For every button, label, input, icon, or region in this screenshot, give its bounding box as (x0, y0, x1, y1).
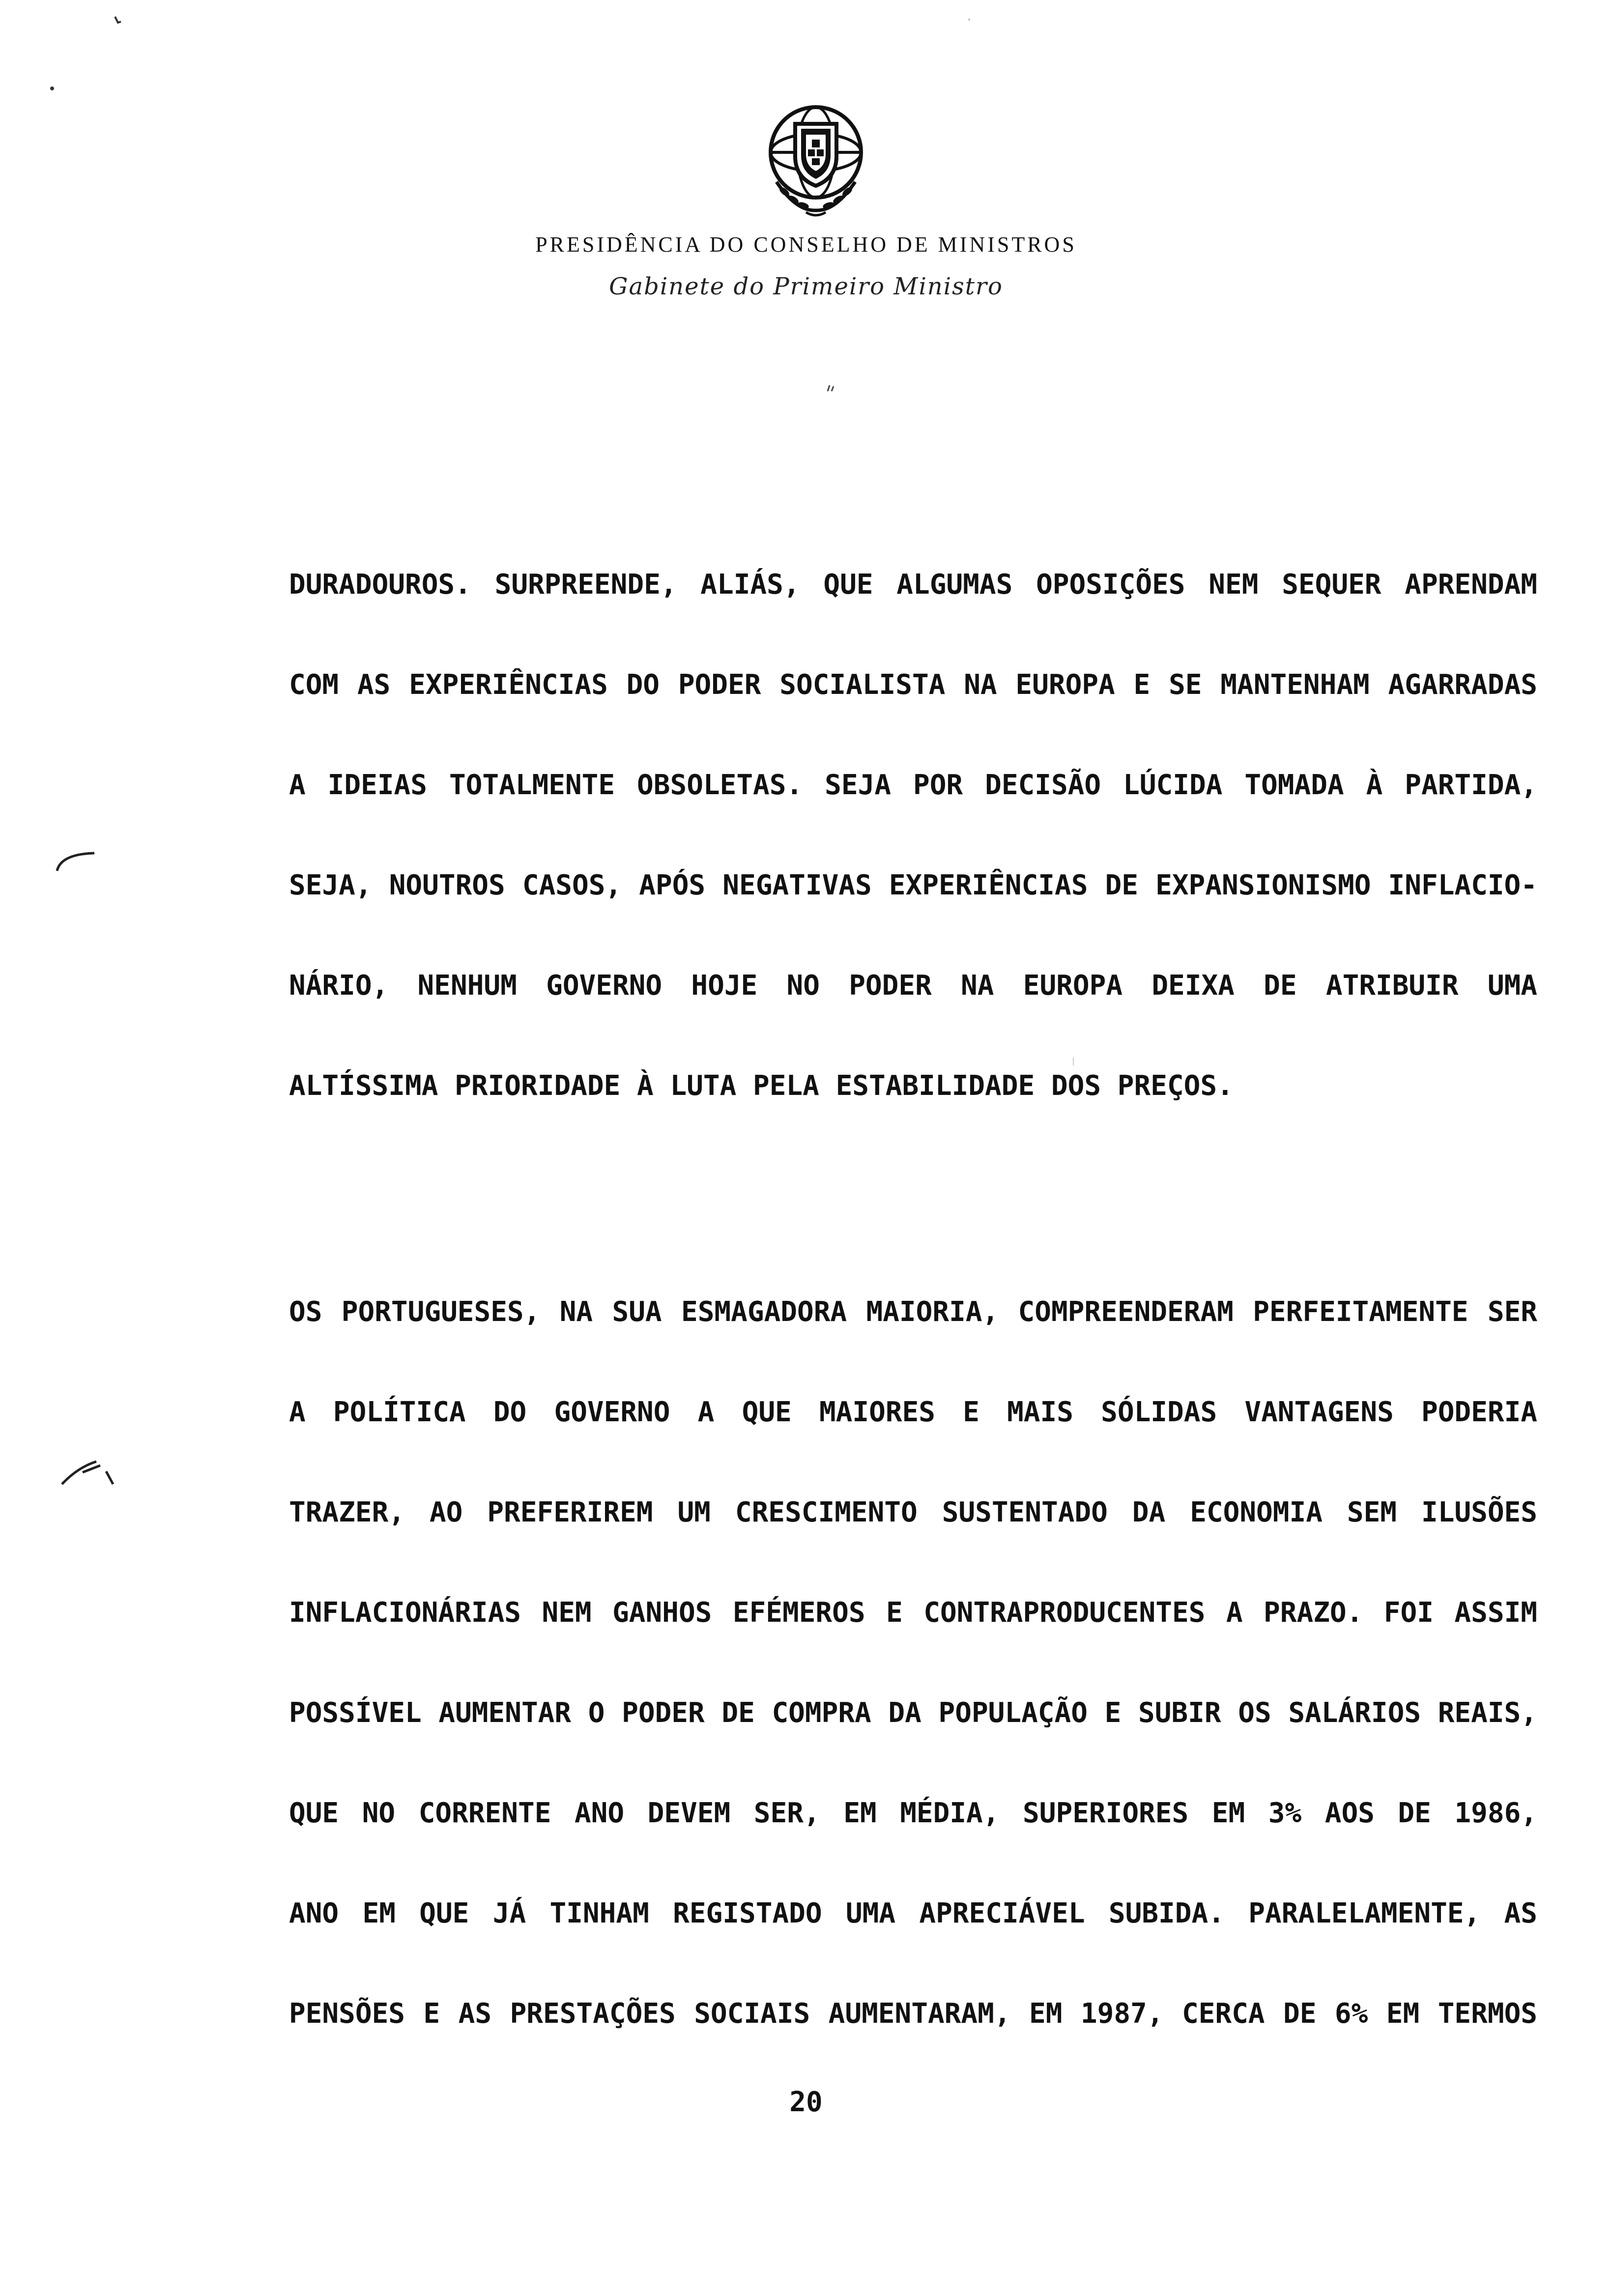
text-line: OS PORTUGUESES, NA SUA ESMAGADORA MAIORIA, COMPREENDERAM PERFEITAMENTE SER (289, 1296, 1537, 1328)
scan-speck-mark (1071, 1057, 1075, 1066)
text-line: A POLÍTICA DO GOVERNO A QUE MAIORES E MAIS SÓLIDAS VANTAGENS PODERIA (289, 1396, 1537, 1428)
paragraph-1 (289, 565, 1537, 1167)
text-line: QUE NO CORRENTE ANO DEVEM SER, EM MÉDIA, SUPERIORES EM 3% AOS DE 1986, (289, 1797, 1537, 1829)
scan-speck-mark (826, 383, 835, 393)
scan-speck-mark (113, 15, 123, 27)
text-line: SEJA, NOUTROS CASOS, APÓS NEGATIVAS EXPERIÊNCIAS DE EXPANSIONISMO INFLACIO- (289, 869, 1537, 901)
scan-speck-mark (967, 18, 971, 22)
text-line: ALTÍSSIMA PRIORIDADE À LUTA PELA ESTABILIDADE DOS PREÇOS. (289, 1070, 1234, 1102)
text-line: DURADOUROS. SURPREENDE, ALIÁS, QUE ALGUMAS OPOSIÇÕES NEM SEQUER APRENDAM (289, 569, 1537, 601)
text-line: PENSÕES E AS PRESTAÇÕES SOCIAIS AUMENTARAM, EM 1987, CERCA DE 6% EM TERMOS (289, 1998, 1537, 2030)
text-line: NÁRIO, NENHUM GOVERNO HOJE NO PODER NA EUROPA DEIXA DE ATRIBUIR UMA (289, 970, 1537, 1002)
text-line: INFLACIONÁRIAS NEM GANHOS EFÉMEROS E CONTRAPRODUCENTES A PRAZO. FOI ASSIM (289, 1597, 1537, 1629)
text-line: TRAZER, AO PREFERIREM UM CRESCIMENTO SUSTENTADO DA ECONOMIA SEM ILUSÕES (289, 1496, 1537, 1528)
portuguese-coat-of-arms-icon (757, 98, 875, 221)
text-line: A IDEIAS TOTALMENTE OBSOLETAS. SEJA POR DECISÃO LÚCIDA TOMADA À PARTIDA, (289, 769, 1537, 801)
page-number: 20 (789, 2086, 823, 2118)
margin-pencil-mark (58, 1455, 117, 1494)
scan-speck-mark (48, 85, 56, 92)
paragraph-2 (289, 1292, 1537, 2095)
text-line: POSSÍVEL AUMENTAR O PODER DE COMPRA DA POPULAÇÃO E SUBIR OS SALÁRIOS REAIS, (289, 1697, 1537, 1729)
text-line: COM AS EXPERIÊNCIAS DO PODER SOCIALISTA NA EUROPA E SE MANTENHAM AGARRADAS (289, 669, 1537, 701)
text-line: ANO EM QUE JÁ TINHAM REGISTADO UMA APRECIÁVEL SUBIDA. PARALELAMENTE, AS (289, 1897, 1537, 1929)
office-handwritten-line: Gabinete do Primeiro Ministro (609, 273, 1003, 300)
margin-pencil-mark (53, 845, 97, 875)
organization-name: PRESIDÊNCIA DO CONSELHO DE MINISTROS (535, 232, 1077, 257)
